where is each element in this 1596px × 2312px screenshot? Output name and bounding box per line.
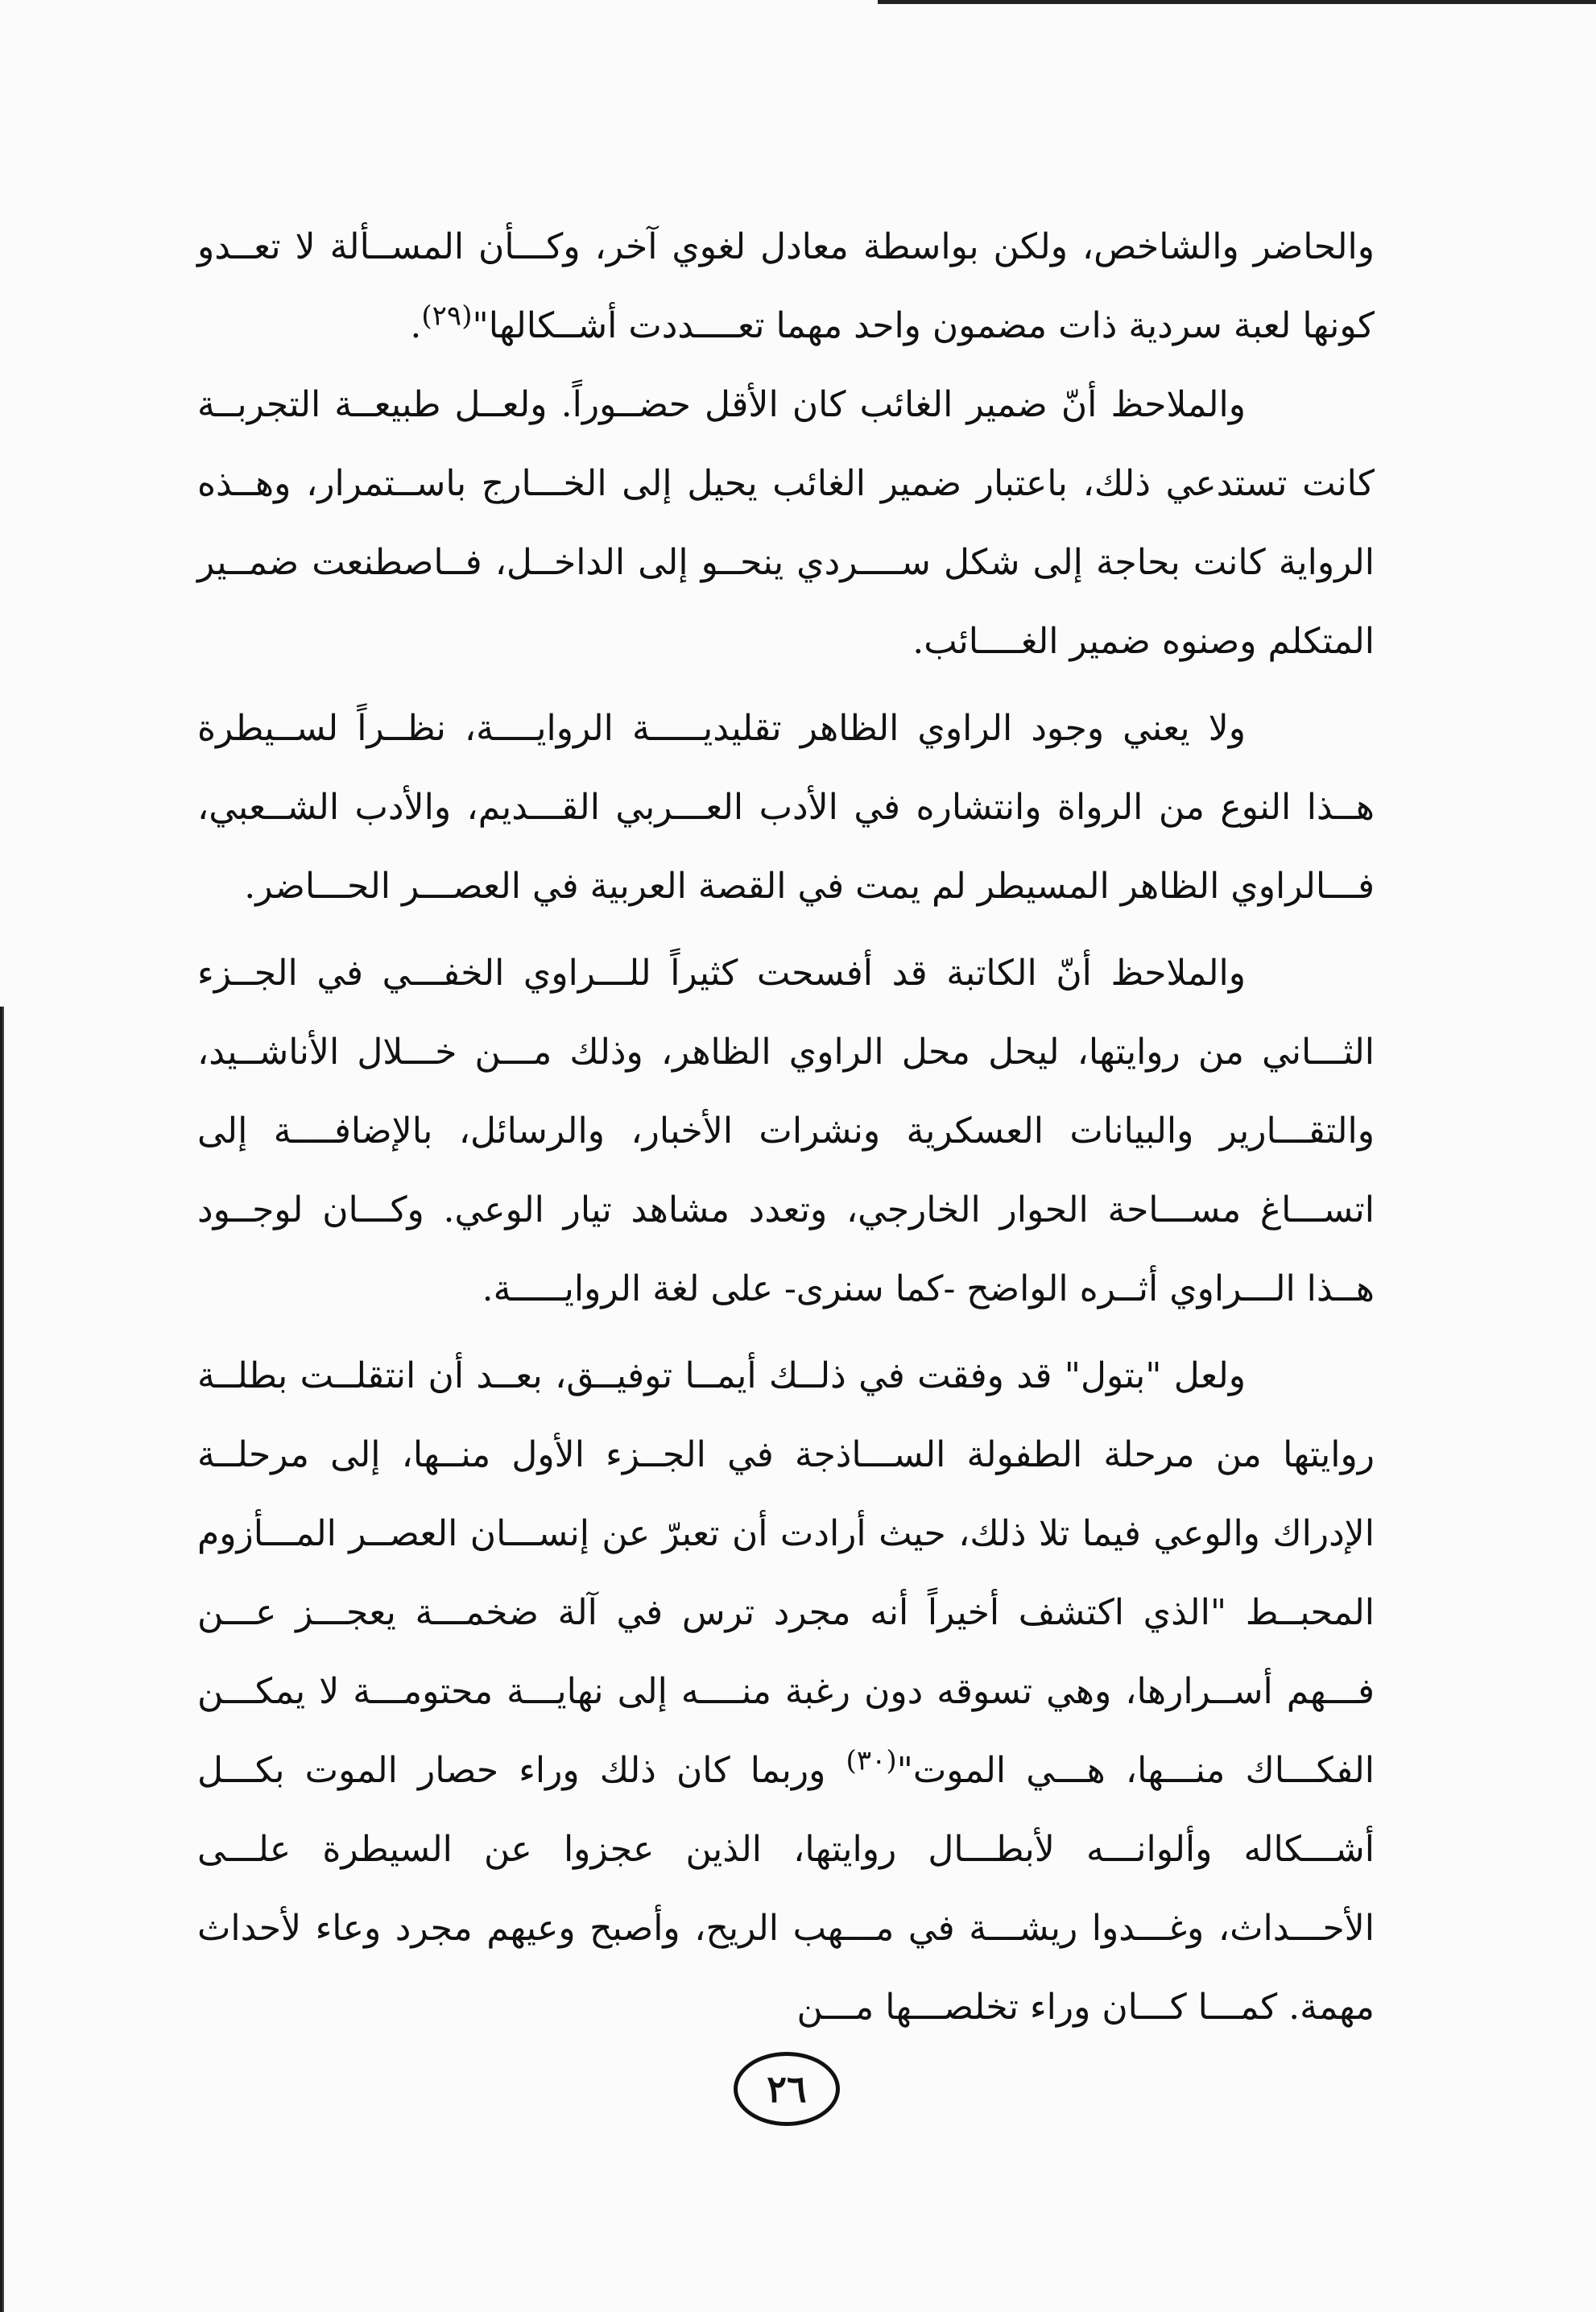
paragraph-2-text: والملاحظ أنّ ضمير الغائب كان الأقل حضــوراً. ولعــل طبيعــة التجربــة كانت تستدعي ذلك، باعتبار ضمير الغائب يحيل إلى الخـــارج باســتمرار، وهــذه الرواية كانت بحاجة إلى شكل ســــردي ينحــو إلى الداخــل، فــاصطنعت ضمــير المتكلم وصنوه ضمير الغــــائب. bbox=[197, 384, 1375, 662]
paragraph-3-text: ولا يعني وجود الراوي الظاهر تقليديـــــة الروايــــة، نظــراً لســيطرة هــذا النوع من الرواة وانتشاره في الأدب العـــربي القـــديم، والأدب الشــعبي، فـــالراوي الظاهر المسيطر لم يمت في القصة العربية في العصـــر الحـــاضر. bbox=[197, 708, 1375, 907]
paragraph-1-text: والحاضر والشاخص، ولكن بواسطة معادل لغوي آخر، وكـــأن المســألة لا تعــدو كونها لعبة سردية ذات مضمون واحد مهما تعــــددت أشــكالها" bbox=[197, 226, 1375, 346]
paragraph-1-tail: . bbox=[410, 305, 422, 346]
page-number: ٢٦ bbox=[767, 2067, 807, 2111]
paragraph-spacer bbox=[197, 681, 1375, 689]
page-number-badge bbox=[734, 2052, 840, 2126]
paragraph-5 bbox=[197, 1337, 1375, 2047]
body-text bbox=[197, 208, 1375, 2047]
footnote-ref-29: (٢٩) bbox=[421, 300, 473, 333]
paragraph-3 bbox=[197, 689, 1375, 926]
paragraph-spacer bbox=[197, 1329, 1375, 1337]
paragraph-5-tail: وربما كان ذلك وراء حصار الموت بكـــل أشـــكاله وألوانـــه لأبطـــال روايتها، الذين عجزوا عن السيطرة علـــى الأحـــداث، وغـــدوا ريشـــة في مـــهب الريح، وأصبح وعيهم مجرد وعاء لأحداث مهمة. كمـــا كـــان وراء تخلصـــها مـــن bbox=[197, 1750, 1375, 2028]
footnote-ref-30: (٣٠) bbox=[846, 1744, 897, 1777]
paragraph-4-text: والملاحظ أنّ الكاتبة قد أفسحت كثيراً للـــراوي الخفـــي في الجــزء الثـــاني من روايتها، ليحل محل الراوي الظاهر، وذلك مـــن خـــلال الأناشــيد، والتقـــارير والبيانات العسكرية ونشرات الأخبار، والرسائل، بالإضافــــة إلى اتســـاغ مســـاحة الحوار الخارجي، وتعدد مشاهد تيار الوعي. وكـــان لوجــود هــذا الـــراوي أثــره الواضح -كما سنرى- على لغة الروايـــــة. bbox=[197, 953, 1375, 1309]
top-border-line bbox=[878, 0, 1596, 4]
paragraph-spacer bbox=[197, 926, 1375, 934]
left-scan-edge bbox=[0, 1007, 8, 2312]
paragraph-4 bbox=[197, 934, 1375, 1329]
paragraph-2 bbox=[197, 366, 1375, 681]
paragraph-5-text: ولعل "بتول" قد وفقت في ذلــك أيمــا توفيــق، بعــد أن انتقلــت بطلــة روايتها من مرحلة الطفولة الســـاذجة في الجــزء الأول منــها، إلى مرحلــة الإدراك والوعي فيما تلا ذلك، حيث أرادت أن تعبرّ عن إنســـان العصــر المـــأزوم المحبــط "الذي اكتشف أخيراً أنه مجرد ترس في آلة ضخمـــة يعجـــز عـــن فـــهم أســرارها، وهي تسوقه دون رغبة منــــه إلى نهايـــة محتومـــة لا يمكـــن الفكـــاك منـــها، هـــي الموت" bbox=[197, 1355, 1375, 1791]
paragraph-1 bbox=[197, 208, 1375, 366]
